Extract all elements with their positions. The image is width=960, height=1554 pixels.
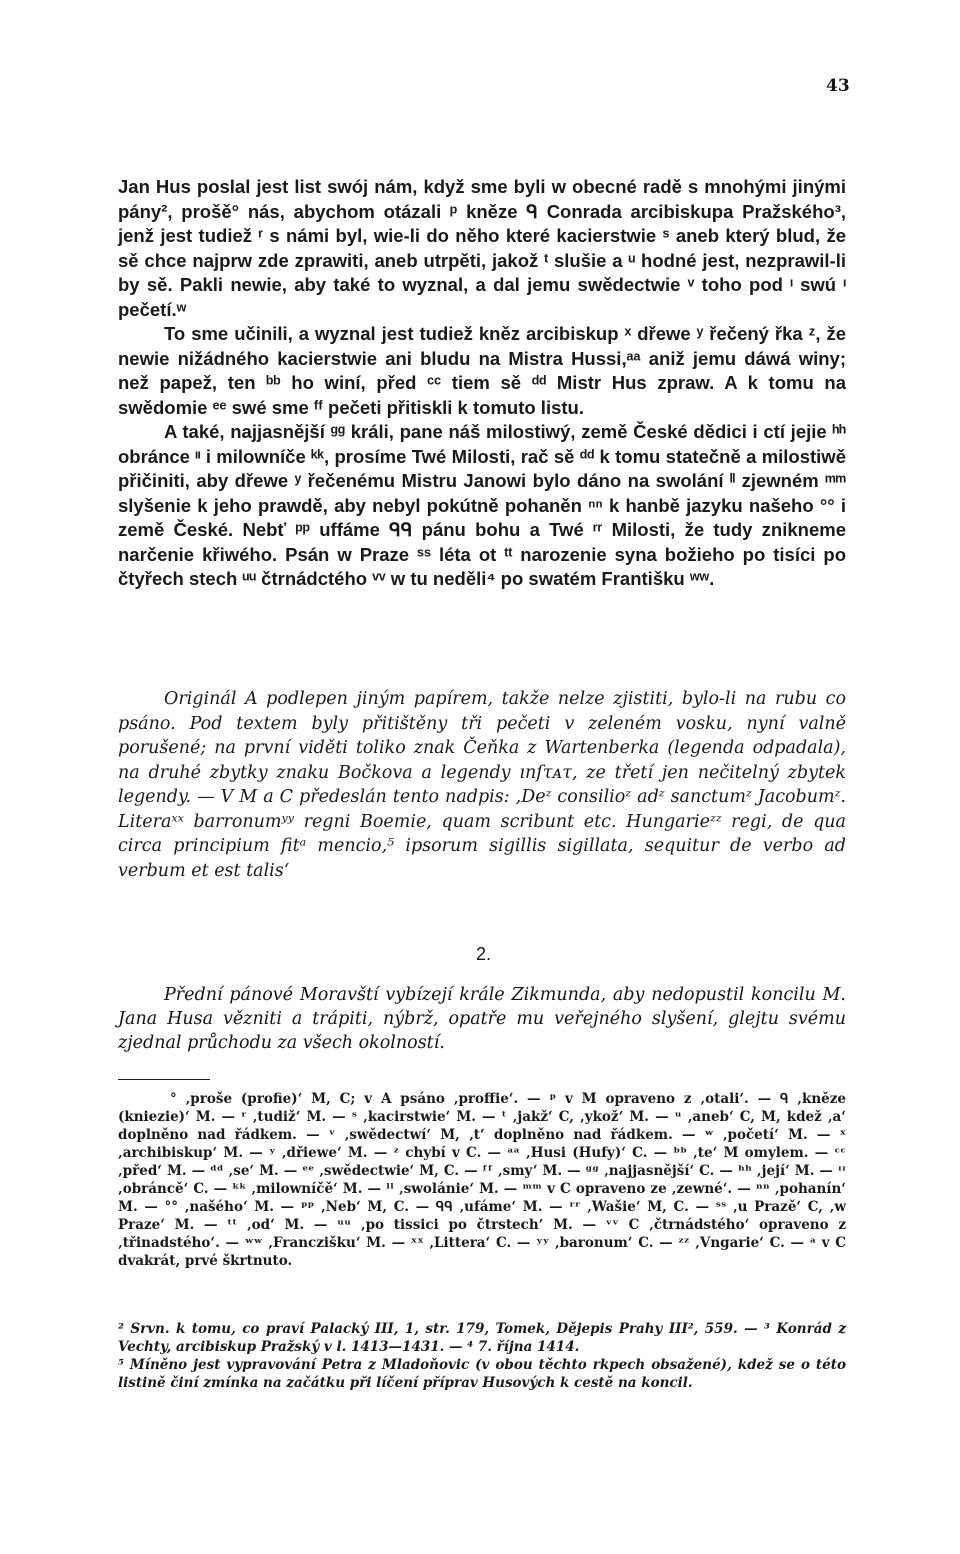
editor-note-text: Originál A podlepen jiným papírem, takže nelze zjistiti, bylo-li na rubu co psáno. Pod textem byly přitištěny tři pečeti v zeleném vosku, nyní valně porušené; na první viděti toliko znak Čeňka z Wartenberka (legenda odpadala), na druhé zbytky znaku Bočkova a legendy ınſτᴀτ, ze třetí jen nečitelný zbytek legendy. — V M a C předeslán tento nadpis: ,Deᶻ consilioᶻ adᶻ sanctumᶻ Jacobumᶻ. Literaˣˣ barronumʸʸ regni Boemie, quam scribunt etc. Hungarieᶻᶻ regi, de qua circa principium fitᵃ mencio,⁵ ipsorum sigillis sigillata, sequitur de verbo ad verbum et est talis‘	[118, 689, 846, 881]
main-paragraph-3: A také, najjasnější ᵍᵍ králi, pane náš milostiwý, země České dědici i ctí jejie ʰʰ obránce ᶦᶦ i milowníče ᵏᵏ, prosíme Twé Milosti, rač sě ᵈᵈ k tomu statečně a milostiwě přičiniti, aby dřewe ʸ řečenému Mistru Janowi bylo dáno na swolání ˡˡ zjewném ᵐᵐ slyšenie k jeho prawdě, aby nebyl pokútně pohaněn ⁿⁿ k hanbě jazyku našeho °° i země České. Nebť ᵖᵖ uffáme ᑫᑫ pánu bohu a Twé ʳʳ Milosti, že tudy znikneme narčenie křiwého. Psán w Praze ˢˢ léta ot ᵗᵗ narozenie syna božieho po tisíci po čtyřech stech ᵘᵘ čtrnádctého ᵛᵛ w tu neděli⁴ po swatém Františku ʷʷ.	[118, 421, 846, 589]
main-text	[118, 175, 846, 592]
editor-note	[118, 687, 846, 883]
document-number: 2.	[476, 944, 492, 964]
page-number: 43	[826, 76, 850, 96]
main-paragraph-2: To sme učinili, a wyznal jest tudiež kněz arcibiskup ˣ dřewe ʸ řečený řka ᶻ, že newie nižádného kacierstwie ani bludu na Mistra Hussi,ᵃᵃ aniž jemu dáwá winy; než papež, ten ᵇᵇ ho winí, před ᶜᶜ tiem sě ᵈᵈ Mistr Hus zpraw. A k tomu na swědomie ᵉᵉ swé sme ᶠᶠ pečeti přitiskli k tomuto listu.	[118, 323, 846, 418]
footnotes	[118, 1320, 846, 1392]
footnote-divider	[118, 1079, 210, 1080]
critical-apparatus	[118, 1090, 846, 1270]
apparatus-text: ° ‚proše (profie)‘ M, C; v A psáno ‚proffie‘. — ᵖ v M opraveno z ‚otali‘. — ᑫ ‚kněze (kniezie)‘ M. — ʳ ‚tudiž‘ M. — ˢ ‚kacirstwie‘ M. — ᵗ ‚jakž‘ C, ‚ykož‘ M. — ᵘ ‚aneb‘ C, M, kdež ‚a‘ doplněno nad řádkem. — ᵛ ‚swědectwí‘ M, ‚t‘ doplněno nad řádkem. — ʷ ‚početí‘ M. — ˣ ‚archibiskup‘ M. — ʸ ‚dřiewe‘ M. — ᶻ chybí v C. — ᵃᵃ ‚Husi (Hufy)‘ C. — ᵇᵇ ‚te‘ M omylem. — ᶜᶜ ‚před‘ M. — ᵈᵈ ‚se‘ M. — ᵉᵉ ‚swědectwie‘ M, C. — ᶠᶠ ‚smy‘ M. — ᵍᵍ ‚najjasnější‘ C. — ʰʰ ‚její‘ M. — ᶦᶦ ‚obráncě‘ C. — ᵏᵏ ‚milowníčě‘ M. — ˡˡ ‚swolánie‘ M. — ᵐᵐ v C opraveno ze ‚zewné‘. — ⁿⁿ ‚pohanín‘ M. — °° ‚našého‘ M. — ᵖᵖ ‚Neb‘ M, C. — ᑫᑫ ‚ufáme‘ M. — ʳʳ ‚Wašie‘ M, C. — ˢˢ ‚u Prazě‘ C, ‚w Praze‘ M. — ᵗᵗ ‚od‘ M. — ᵘᵘ ‚po tissici po čtrstech‘ M. — ᵛᵛ C ‚čtrnádstého‘ opraveno z ‚třinadstého‘. — ʷʷ ‚Franczišku‘ M. — ˣˣ ‚Littera‘ C. — ʸʸ ‚baronum‘ C. — ᶻᶻ ‚Vngarie‘ C. — ᵃ v C dvakrát, prvé škrtnuto.	[118, 1091, 846, 1269]
footnote-line-1: ² Srvn. k tomu, co praví Palacký III, 1, str. 179, Tomek, Dějepis Prahy III², 559. — ³ Konrád z Vechty, arcibiskup Pražský v l. 1413—1431. — ⁴ 7. října 1414.	[118, 1321, 846, 1355]
document-summary: Přední pánové Moravští vybízejí krále Zikmunda, aby nedopustil koncilu M. Jana Husa vězniti a trápiti, nýbrž, opatře mu veřejného slyšení, glejtu svému zjednal průchodu za všech okolností.	[118, 985, 846, 1053]
footnote-line-2: ⁵ Míněno jest vypravování Petra z Mladoňovic (v obou těchto rkpech obsažené), kdež se o této listině činí zmínka na začátku při líčení příprav Husových k cestě na koncil.	[118, 1357, 846, 1391]
main-paragraph-1: Jan Hus poslal jest list swój nám, když sme byli w obecné radě s mnohými jinými pány², prošě° nás, abychom otázali ᵖ kněze ᑫ Conrada arcibiskupa Pražského³, jenž jest tudiež ʳ s námi byl, wie-li do něho které kacierstwie ˢ aneb který blud, že sě chce najprw zde zprawiti, aneb utrpěti, jakož ᵗ slušie a ᵘ hodné jest, nezprawil-li by sě. Pakli newie, aby také to wyznal, a dal jemu swědectwie ᵛ toho pod ᶦ swú ᶦ pečetí.ʷ	[118, 176, 846, 320]
